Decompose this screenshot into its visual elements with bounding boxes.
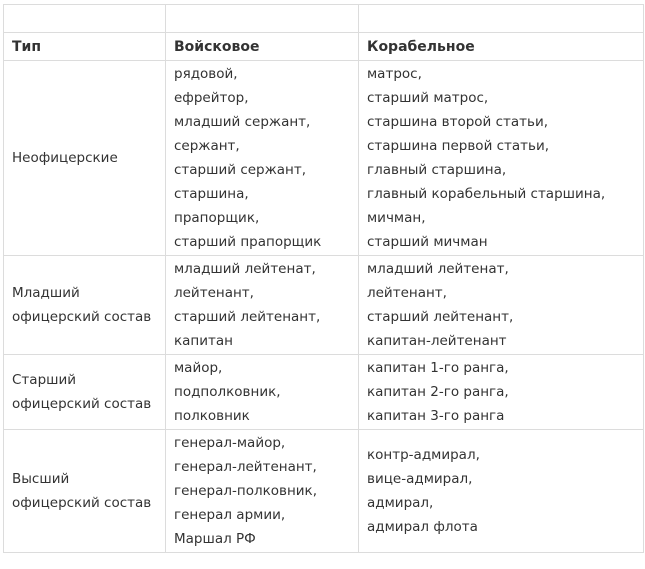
- army-rank: ефрейтор,: [174, 90, 249, 106]
- army-cell: [166, 355, 359, 430]
- navy-rank: вице-адмирал,: [367, 471, 473, 487]
- navy-rank: капитан 3-го ранга: [367, 408, 505, 424]
- navy-rank: капитан 2-го ранга,: [367, 384, 509, 400]
- army-rank: генерал армии,: [174, 507, 286, 523]
- army-cell: [166, 256, 359, 355]
- army-rank: полковник: [174, 408, 250, 424]
- army-rank: генерал-полковник,: [174, 483, 318, 499]
- army-cell: [166, 430, 359, 553]
- empty-cell: [359, 5, 644, 33]
- navy-rank: старший матрос,: [367, 90, 489, 106]
- navy-rank: старшина первой статьи,: [367, 138, 550, 154]
- table-row: [4, 430, 644, 553]
- navy-rank: лейтенант,: [367, 285, 447, 301]
- navy-cell: [359, 355, 644, 430]
- navy-rank: главный корабельный старшина,: [367, 186, 606, 202]
- navy-rank: адмирал,: [367, 495, 434, 511]
- navy-rank: контр-адмирал,: [367, 447, 480, 463]
- header-type: Тип: [4, 33, 166, 61]
- empty-cell: [166, 5, 359, 33]
- type-text: Высший: [12, 471, 70, 487]
- table-row: [4, 61, 644, 256]
- army-rank: старшина,: [174, 186, 249, 202]
- army-rank: лейтенант,: [174, 285, 254, 301]
- navy-cell: [359, 430, 644, 553]
- navy-cell: [359, 61, 644, 256]
- type-cell: [4, 61, 166, 256]
- navy-rank: младший лейтенат,: [367, 261, 509, 277]
- army-rank: младший лейтенат,: [174, 261, 316, 277]
- empty-cell: [4, 5, 166, 33]
- type-text: Старший: [12, 372, 77, 388]
- table-row: [4, 256, 644, 355]
- header-army: Войсковое: [166, 33, 359, 61]
- table-row: [4, 355, 644, 430]
- army-rank: рядовой,: [174, 66, 238, 82]
- army-rank: старший сержант,: [174, 162, 307, 178]
- army-rank: капитан: [174, 333, 233, 349]
- header-row: [4, 33, 644, 61]
- army-cell: [166, 61, 359, 256]
- header-navy: Корабельное: [359, 33, 644, 61]
- army-rank: старший лейтенант,: [174, 309, 321, 325]
- navy-rank: мичман,: [367, 210, 426, 226]
- type-text: офицерский состав: [12, 309, 152, 325]
- navy-rank: старший мичман: [367, 234, 488, 250]
- army-rank: генерал-майор,: [174, 435, 286, 451]
- type-cell: [4, 256, 166, 355]
- army-rank: Маршал РФ: [174, 531, 256, 547]
- army-rank: прапорщик,: [174, 210, 260, 226]
- army-rank: генерал-лейтенант,: [174, 459, 317, 475]
- type-text: Неофицерские: [12, 150, 118, 166]
- army-rank: младший сержант,: [174, 114, 311, 130]
- type-cell: [4, 355, 166, 430]
- type-text: Младший: [12, 285, 80, 301]
- navy-rank: капитан 1-го ранга,: [367, 360, 509, 376]
- army-rank: сержант,: [174, 138, 240, 154]
- navy-rank: главный старшина,: [367, 162, 507, 178]
- ranks-table: [3, 4, 644, 553]
- empty-row: [4, 5, 644, 33]
- navy-rank: матрос,: [367, 66, 422, 82]
- navy-rank: старшина второй статьи,: [367, 114, 549, 130]
- navy-rank: старший лейтенант,: [367, 309, 514, 325]
- army-rank: старший прапорщик: [174, 234, 322, 250]
- navy-rank: адмирал флота: [367, 519, 478, 535]
- army-rank: майор,: [174, 360, 223, 376]
- army-rank: подполковник,: [174, 384, 281, 400]
- type-text: офицерский состав: [12, 495, 152, 511]
- navy-rank: капитан-лейтенант: [367, 333, 507, 349]
- navy-cell: [359, 256, 644, 355]
- type-text: офицерский состав: [12, 396, 152, 412]
- type-cell: [4, 430, 166, 553]
